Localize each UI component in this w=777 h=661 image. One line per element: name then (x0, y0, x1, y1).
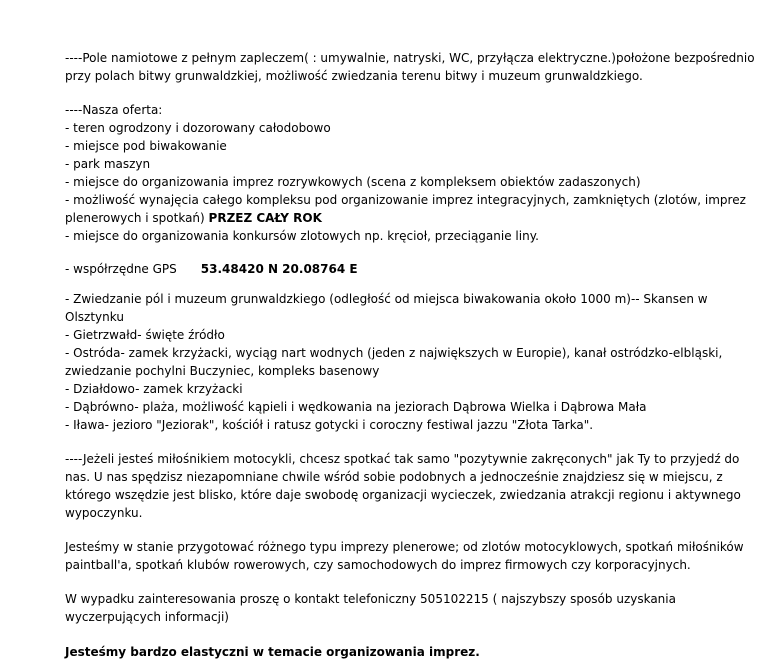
gps-label: - współrzędne GPS (65, 262, 177, 276)
closing-statement: Jesteśmy bardzo elastyczni w temacie organizowania imprez. (65, 645, 480, 659)
attraction-item: - Dąbrówno- plaża, możliwość kąpieli i wędkowania na jeziorach Dąbrowa Wielka i Dąbrowa Mała (65, 400, 647, 414)
year-round-emphasis: PRZEZ CAŁY ROK (208, 211, 322, 225)
offer-item: - teren ogrodzony i dozorowany całodobowo (65, 121, 331, 135)
gps-coordinates: 53.48420 N 20.08764 E (200, 262, 358, 276)
attraction-item: - Działdowo- zamek krzyżacki (65, 382, 243, 396)
offer-item-text: - możliwość wynajęcia całego kompleksu pod organizowanie imprez integracyjnych, zamkniętych (zlotów, imprez plenerowych i spotkań) (65, 193, 746, 225)
offer-item: - miejsce do organizowania imprez rozrywkowych (scena z kompleksem obiektów zadaszonych) (65, 175, 641, 189)
attraction-item: - Gietrzwałd- święte źródło (65, 328, 225, 342)
offer-heading: ----Nasza oferta: (65, 103, 163, 117)
events-paragraph: Jesteśmy w stanie przygotować różnego typu imprezy plenerowe; od zlotów motocyklowych, spotkań miłośników paintball'a, spotkań klubów rowerowych, czy samochodowych do imprez firmowych czy korporacyjnych. (65, 540, 744, 572)
offer-item: - miejsce do organizowania konkursów zlotowych np. kręcioł, przeciąganie liny. (65, 229, 539, 243)
offer-item-with-emphasis (65, 191, 763, 227)
attractions-section (65, 290, 763, 434)
offer-item: - park maszyn (65, 157, 151, 171)
offer-section (65, 101, 763, 245)
offer-item: - miejsce pod biwakowanie (65, 139, 227, 153)
intro-paragraph: ----Pole namiotowe z pełnym zapleczem( : umywalnie, natryski, WC, przyłącza elektryczne.)położone bezpośrednio przy polach bitwy grunwaldzkiej, możliwość zwiedzania terenu bitwy i muzeum grunwaldzkiego. (65, 51, 755, 83)
attraction-item: - Zwiedzanie pól i muzeum grunwaldzkiego (odległość od miejsca biwakowania około 1000 m)-- Skansen w Olsztynku (65, 292, 708, 324)
gps-line (65, 260, 763, 278)
motorcycle-paragraph: ----Jeżeli jesteś miłośnikiem motocykli, chcesz spotkać tak samo "pozytywnie zakręconych" jak Ty to przyjedź do nas. U nas spędzisz niezapomniane chwile wśród sobie podobnych a jednocześnie znajdziesz się w miejscu, z którego wszędzie jest blisko, które daje swobodę organizacji wycieczek, zwiedzania atrakcji regionu i aktywnego wypoczynku. (65, 452, 741, 520)
attraction-item: - Ostróda- zamek krzyżacki, wyciąg nart wodnych (jeden z największych w Europie), kanał ostródzko-elbląski, zwiedzanie pochylni Buczyniec, kompleks basenowy (65, 346, 723, 378)
attraction-item: - Iława- jezioro "Jeziorak", kościół i ratusz gotycki i coroczny festiwal jazzu "Złota Tarka". (65, 418, 594, 432)
contact-paragraph: W wypadku zainteresowania proszę o kontakt telefoniczny 505102215 ( najszybszy sposób uzyskania wyczerpujących informacji) (65, 592, 676, 624)
